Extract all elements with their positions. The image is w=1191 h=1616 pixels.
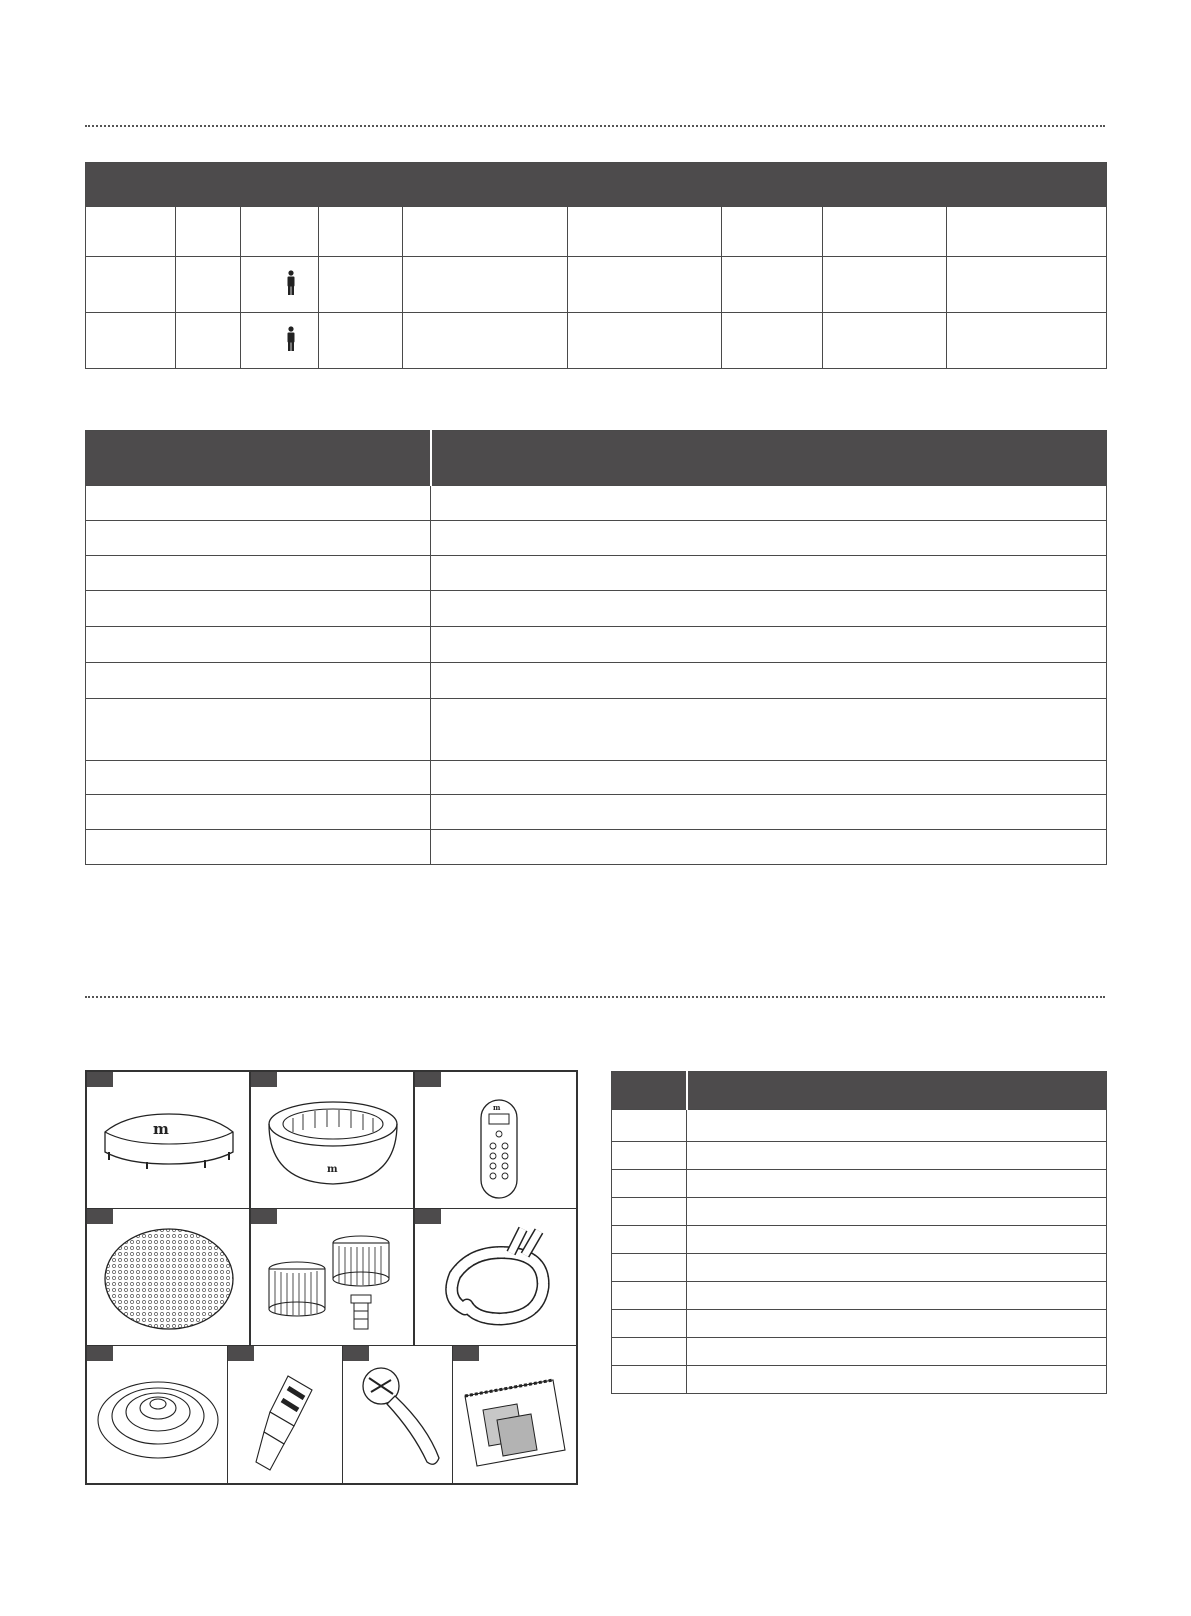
part-cell [414,1208,577,1346]
part-number-tab [453,1346,479,1361]
spec-table-header [86,163,1107,207]
parts-list-table [611,1071,1107,1394]
part-cell [86,1345,228,1484]
ground-mat-icon [87,1209,251,1347]
feature-row [86,556,1107,591]
spec-table-row [86,313,1107,369]
parts-illustration-grid [85,1070,578,1485]
part-cell [250,1208,414,1346]
feature-row [86,830,1107,865]
svg-text:m: m [327,1164,338,1175]
parts-list-row [612,1310,1107,1338]
part-cell [250,1071,414,1209]
wrench-icon [343,1346,454,1485]
parts-list-row [612,1170,1107,1198]
svg-text:m: m [493,1103,501,1112]
feature-row [86,795,1107,830]
hose-icon [415,1209,578,1347]
feature-row [86,761,1107,795]
part-number-tab [228,1346,254,1361]
parts-list-row [612,1226,1107,1254]
feature-header-right [431,431,1107,486]
feature-header-left [86,431,431,486]
feature-table [85,430,1107,865]
inflatable-tub-icon [251,1072,415,1210]
feature-row [86,663,1107,699]
part-cell [227,1345,343,1484]
feature-table-header [86,431,1107,486]
part-number-tab [87,1209,113,1224]
spa-cover-icon [87,1072,251,1210]
part-cell [414,1071,577,1209]
feature-row [86,486,1107,521]
parts-list-header-number [612,1072,687,1110]
part-cell [452,1345,577,1484]
part-number-tab [87,1072,113,1087]
inflation-adapter-icon [228,1346,344,1485]
part-cell [86,1071,250,1209]
section-divider-bottom [85,996,1105,998]
spec-table [85,162,1107,369]
part-number-tab [87,1346,113,1361]
part-number-tab [251,1072,277,1087]
parts-list-row [612,1198,1107,1226]
spec-table-row [86,207,1107,257]
remote-control-icon [415,1072,578,1210]
parts-list-row [612,1338,1107,1366]
spec-table-row [86,257,1107,313]
spec-table-title [86,163,1107,207]
person-icon [286,270,296,296]
feature-row [86,627,1107,663]
parts-list-row [612,1366,1107,1394]
section-divider-top [85,125,1105,127]
feature-row [86,591,1107,627]
feature-row [86,521,1107,556]
parts-list-header-name [687,1072,1107,1110]
part-cell [342,1345,453,1484]
svg-text:m: m [153,1120,169,1138]
part-number-tab [251,1209,277,1224]
part-cell [86,1208,250,1346]
floor-protector-icon [87,1346,229,1485]
parts-list-row [612,1254,1107,1282]
part-number-tab [343,1346,369,1361]
parts-list-row [612,1110,1107,1142]
parts-list-row [612,1282,1107,1310]
feature-row [86,699,1107,761]
person-icon [286,326,296,352]
part-number-tab [415,1209,441,1224]
filter-cartridges-icon [251,1209,415,1347]
part-number-tab [415,1072,441,1087]
parts-list-header [612,1072,1107,1110]
repair-patch-icon [453,1346,578,1485]
parts-list-row [612,1142,1107,1170]
